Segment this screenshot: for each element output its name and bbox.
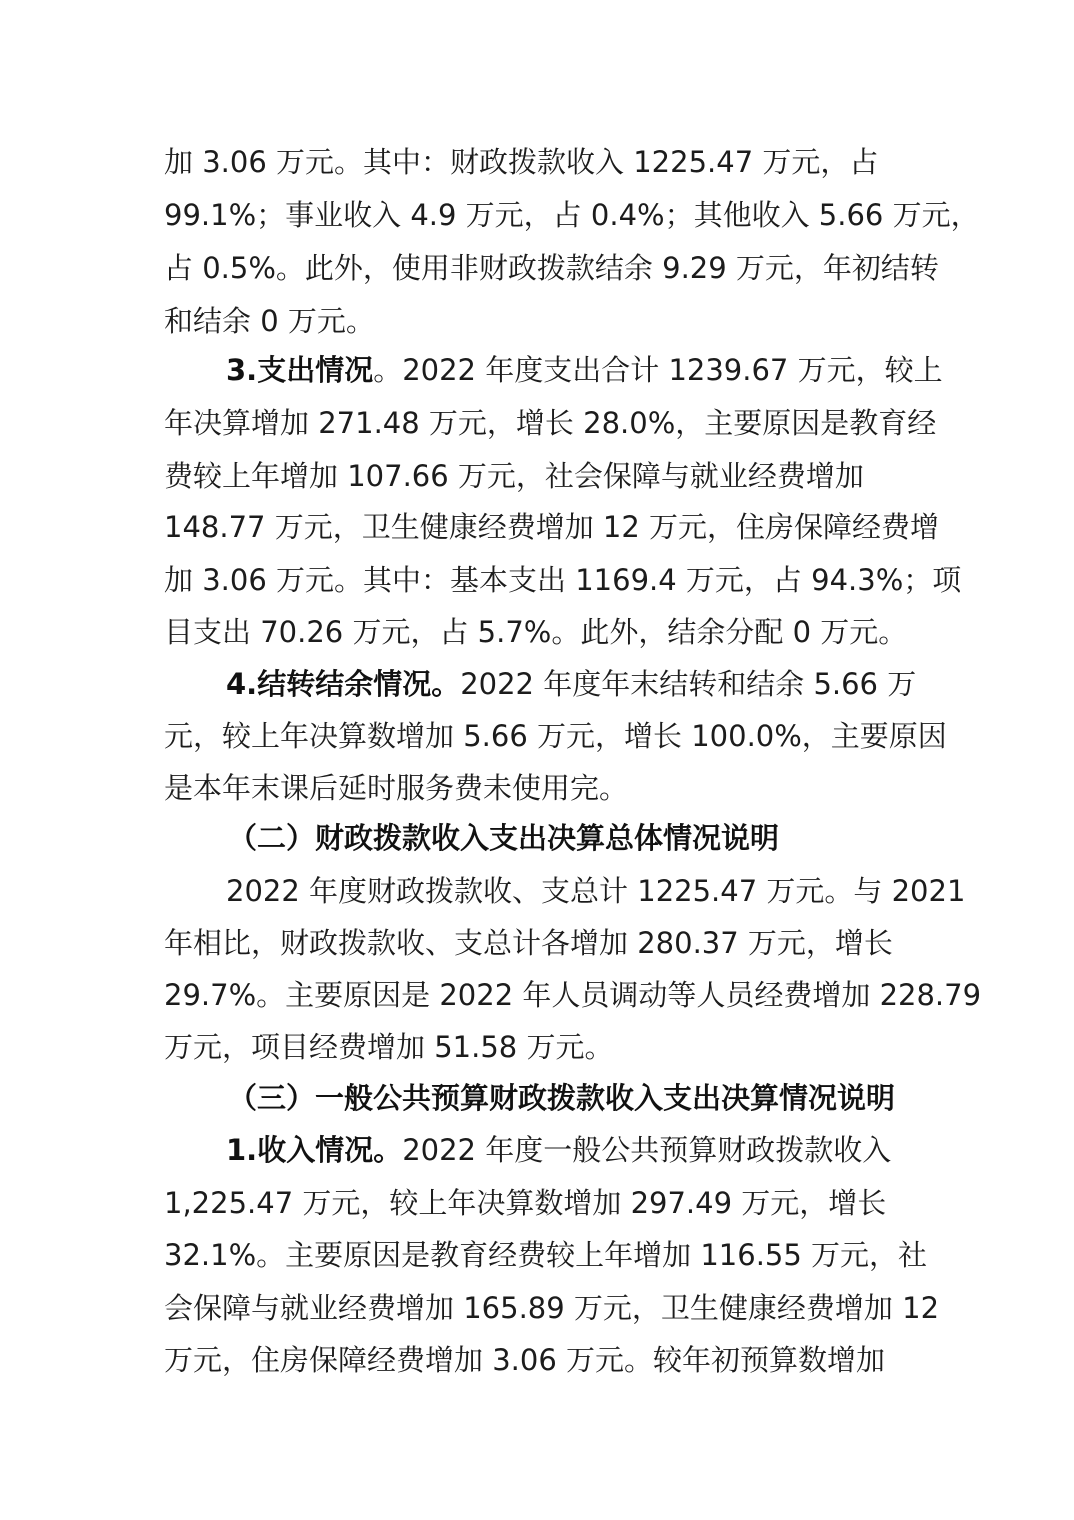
- paragraph-line: 占 0.5%。此外，使用非财政拨款结余 9.29 万元，年初结转: [164, 251, 939, 285]
- paragraph-line: 148.77 万元，卫生健康经费增加 12 万元，住房保障经费增: [164, 510, 940, 544]
- paragraph-line: 会保障与就业经费增加 165.89 万元，卫生健康经费增加 12: [164, 1291, 940, 1325]
- section-heading-2: （二）财政拨款收入支出决算总体情况说明: [228, 821, 780, 855]
- paragraph-line: 1,225.47 万元，较上年决算数增加 297.49 万元，增长: [164, 1186, 887, 1220]
- income-first-text: 2022 年度一般公共预算财政拨款收入: [402, 1133, 892, 1167]
- carryover-first-line: [226, 664, 916, 704]
- paragraph-line: 年决算增加 271.48 万元，增长 28.0%，主要原因是教育经: [164, 406, 937, 440]
- paragraph-line: 是本年末课后延时服务费未使用完。: [164, 771, 629, 805]
- paragraph-line: 32.1%。主要原因是教育经费较上年增加 116.55 万元，社: [164, 1238, 928, 1272]
- income-first-line: [226, 1130, 891, 1170]
- paragraph-line: 万元，项目经费增加 51.58 万元。: [164, 1030, 614, 1064]
- paragraph-line: 元，较上年决算数增加 5.66 万元，增长 100.0%，主要原因: [164, 719, 947, 753]
- paragraph-line: 29.7%。主要原因是 2022 年人员调动等人员经费增加 228.79: [164, 978, 982, 1012]
- paragraph-line: 万元，住房保障经费增加 3.06 万元。较年初预算数增加: [164, 1343, 886, 1377]
- paragraph-line: 目支出 70.26 万元，占 5.7%。此外，结余分配 0 万元。: [164, 615, 908, 649]
- paragraph-line: 加 3.06 万元。其中：财政拨款收入 1225.47 万元，占: [164, 145, 879, 179]
- expenditure-label: 3.支出情况: [226, 353, 374, 387]
- paragraph-line: 加 3.06 万元。其中：基本支出 1169.4 万元，占 94.3%；项: [164, 563, 962, 597]
- paragraph-line: 费较上年增加 107.66 万元，社会保障与就业经费增加: [164, 459, 864, 493]
- paragraph-line: 2022 年度财政拨款收、支总计 1225.47 万元。与 2021: [226, 874, 966, 908]
- paragraph-line: 99.1%；事业收入 4.9 万元，占 0.4%；其他收入 5.66 万元，: [164, 198, 980, 232]
- section-heading-3: （三）一般公共预算财政拨款收入支出决算情况说明: [228, 1081, 896, 1115]
- expenditure-first-line: [226, 350, 943, 390]
- paragraph-line: 年相比，财政拨款收、支总计各增加 280.37 万元，增长: [164, 926, 893, 960]
- income-label: 1.收入情况。: [226, 1133, 403, 1167]
- expenditure-first-text: 。2022 年度支出合计 1239.67 万元，较上: [373, 353, 943, 387]
- carryover-first-text: 2022 年度年末结转和结余 5.66 万: [460, 667, 917, 701]
- paragraph-line: 和结余 0 万元。: [164, 304, 375, 338]
- carryover-label: 4.结转结余情况。: [226, 667, 461, 701]
